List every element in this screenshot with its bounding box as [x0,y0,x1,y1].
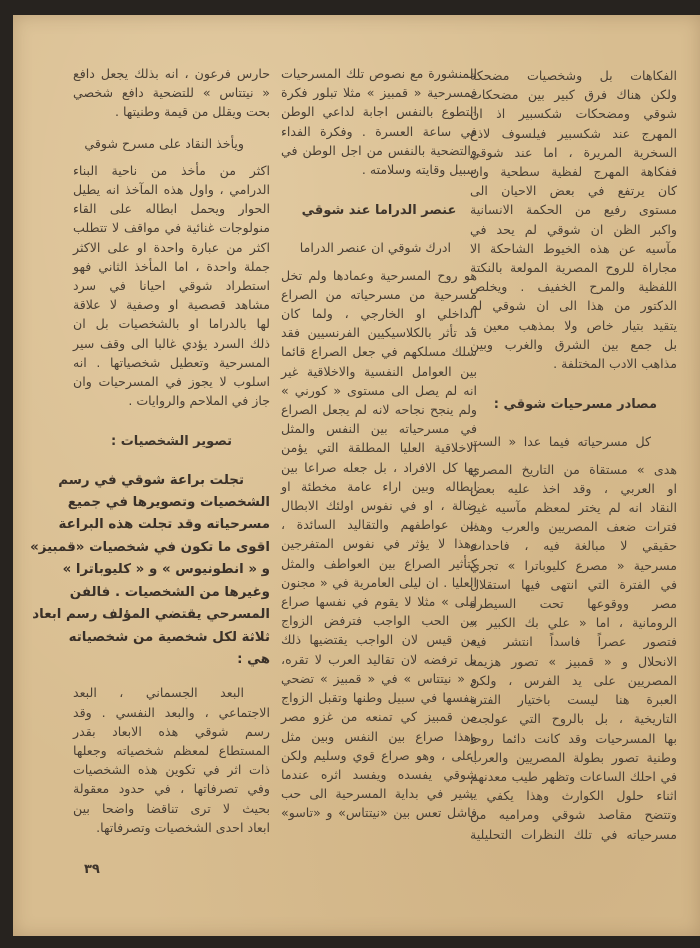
text-line: مسرحية « مصرع كليوباترا » تجري [470,557,677,573]
text-line: الاخلاقية العليا المطلقة التي يؤمن [281,440,477,456]
column-right [470,66,677,844]
page-number: ٣٩ [84,862,100,877]
text-line: بها المسرحيات وقد كانت دائما روحا [470,730,677,746]
text-line: بل جمع بين الشرق والغرب وبين [470,336,677,352]
text-line: هدى » مستقاة من التاريخ المصري [470,461,677,477]
text-line: كل مسرحياته فيما عدا « الست [470,434,651,450]
text-line: من قمبيز كي تمنعه من غزو مصر [281,709,477,725]
text-line: وهذا لا يؤثر في نفوس المتفرجين [281,536,477,552]
text-line: النقاد انه لم يختر لمعظم مآسيه غير [470,500,677,516]
text-line: اكثر من عبارة واحدة او على الاكثر [73,239,270,255]
text-line: الانحلال و « قمبيز » تصور هزيمة [470,653,677,669]
text-line: العبرة هنا ليست باختيار الفترة [470,692,677,708]
text-line: بين عواطفهم والتقاليد السائدة ، [281,517,477,533]
text-line: بين العوامل النفسية والاخلاقية غير [281,363,477,379]
text-line: اقوى ما تكون في شخصيات «قمبيز» [30,539,270,555]
text-line: بحت ويقلل من قيمة وطنيتها . [114,104,270,120]
text-line: شوقي يفسده ويفسد اثره عندما [281,766,477,782]
text-line: اثناء حلول الكوارث وهذا يكفي . [470,788,677,804]
text-line: وتتضح مقاصد شوقي ومراميه من [470,807,677,823]
paragraph-pharaoh [73,64,270,122]
text-line: ضالة ، او في نفوس اولئك الابطال [281,498,477,514]
text-line: في احلك الساعات وتظهر طيب معدنهم [470,768,677,784]
paragraph-comedy [470,66,677,373]
text-line: في مسرحياته بين النفس والمثل [281,421,477,437]
paragraph-sources [470,432,677,843]
text-line: وفي تصرفاتها ، في حدود معقولة [73,781,270,797]
text-line: الدكتور من هذا الى ان شوقي لم [470,298,677,314]
text-line: بل ترفضه لان تقاليد العرب لا تقره، [281,651,477,667]
text-line: التاريخية ، بل بالروح التي عولجت [470,711,677,727]
text-line: فاشل تعس بين «نيتتاس» و «تاسو» [281,805,477,821]
text-line: ففكاهة المهرج لفظية سطحية وان [470,164,677,180]
text-line: حقيقي لا مبالغة فيه ، فاحداث [470,538,677,554]
text-line: المسرحي يقتضي المؤلف رسم ابعاد [32,607,270,623]
text-line: ولكن هناك فرق كبير بين مضحكات [470,87,677,103]
text-line: مآسيه عن هذه الخيوط الشاحكة الا [470,240,677,256]
text-line: فتصور عصراً فاسداً انتشر فيه [470,634,677,650]
text-line: جاز في الملاحم والروايات . [128,393,270,409]
text-line: « نيتتاس » للتضحية دافع شخصي [73,85,270,101]
text-line: والتضحية بالنفس من اجل الوطن في [281,142,477,158]
text-line: استطراد شوقي احيانا في سرد [73,278,270,294]
text-line: انه لم يصل الى مستوى « كورني » [281,382,477,398]
text-line: او العربي ، وقد اخذ عليه بعض [470,480,677,496]
column-middle [281,64,477,823]
text-line: بحيث لا ترى تناقضا واضحا بين [73,800,270,816]
text-line: فمسرحية « قمبيز » مثلا تبلور فكرة [281,85,477,101]
text-line: قد تأثر بالكلاسيكيين الفرنسيين فقد [281,325,477,341]
text-line: في ساعة العسرة . وفكرة الفداء [281,123,477,139]
text-line: التطوع بالنفس اجابة لداعي الوطن [281,104,477,120]
text-line: العليا . ان ليلى العامرية في « مجنون [281,574,477,590]
text-line: لها بالدراما او بالشخصيات بل ان [73,316,270,332]
text-line: مذاهب الادب المختلفة . [553,356,677,372]
text-line: بنفسها في سبيل وطنها وتقبل الزواج [281,690,477,706]
text-line: الشخصيات وتصويرها في جميع [67,495,270,511]
text-line: ادرك شوقي ان عنصر الدراما [299,240,451,256]
text-line: بين الحب الواجب فترفض الزواج [281,613,477,629]
text-line: ذات اثر في تكوين هذه الشخصيات [73,762,270,778]
paragraph-characters-bold [30,470,270,672]
text-line: و « نيتتاس » في « قمبيز » تضحي [281,670,477,686]
paragraph-qambiz [281,64,477,179]
text-line: المستطاع لمعظم شخصياته وجعلها [73,742,270,758]
text-line: اعلى ، وهو صراع قوي وسليم ولكن [281,747,477,763]
text-line: الفكاهات بل وشخصيات مضحكة [470,68,677,83]
text-line: مسرحياته في تلك النظرات التحليلية [470,826,677,842]
text-line: ويأخذ النقاد على مسرح شوقي [84,135,244,151]
text-line: كتأثير الصراع بين العواطف والمثل [281,555,477,571]
section-heading-characters: تصوير الشخصيات : [110,434,233,450]
text-line: شوقي ومضحكات شكسبير اذ ان [470,106,677,122]
text-line: ذلك السرد يؤدي غالبا الى وقف سير [73,335,270,351]
text-line: اللفظية والمرح الخفيف . ويخلص [470,279,677,295]
text-line: مسرحية من مسرحياته من الصراع [281,286,477,302]
text-line: في الفترة التي انتهى فيها استقلال [470,576,677,592]
text-line: سبيل وقايته وسلامته . [361,162,477,178]
text-line: ابعاد احدى الشخصيات وتصرفاتها. [96,819,270,835]
paragraph-dimensions [73,683,270,837]
text-line: ولم ينجح نجاحه لانه لم يجعل الصراع [281,402,477,418]
text-line: جملة واحدة ، اما المأخذ الثاني فهو [73,258,270,274]
text-line: مستوى رفيع من الحكمة الانسانية [470,202,677,218]
column-left [30,64,270,837]
text-line: المهرج عند شكسبير فيلسوف لاذع [470,125,677,141]
text-line: وغيرها من الشخصيات . فالفن [69,584,270,600]
text-line: الاجتماعي ، والبعد النفسي . وقد [73,704,270,720]
text-line: المنشورة مع نصوص تلك المسرحيات [281,66,477,81]
text-line: هي : [237,651,270,667]
text-line: كان يرتفع في بعض الاحيان الى [470,183,677,199]
paragraph-drama [281,238,477,822]
text-line: رسم شوقي هذه الابعاد بقدر [73,723,270,739]
text-line: بها كل الافراد ، بل جعله صراعا بين [281,459,477,475]
text-line: السخرية المريرة ، اما عند شوقي [470,144,677,160]
text-line: يتقيد بتيار خاص ولا بمذهب معين ، [470,317,677,333]
text-line: الحوار ويحمل ابطاله على القاء [73,201,270,217]
text-line: يشير في بداية المسرحية الى حب [281,786,477,802]
section-heading-sources: مصادر مسرحيات شوقي : [493,397,657,413]
text-line: و « انطونيوس » و « كليوباترا » [62,562,270,578]
text-line: سلك مسلكهم في جعل الصراع قائما [281,344,477,360]
text-line: مشاهد قصصية او وصفية لا علاقة [73,297,270,313]
text-line: من قيس لان الواجب يقتضيها ذلك [281,632,477,648]
text-line: مصر ووقوعها تحت السيطرة [470,596,677,612]
text-line: وهذا صراع بين النفس وبين مثل [281,728,477,744]
text-line: الرومانية ، اما « علي بك الكبير » [470,615,677,631]
text-line: وطنية تصور بطولة المصريين والعرب [470,749,677,765]
text-line: واكبر الظن ان شوقي لم يحد في [470,221,677,237]
text-line: فترات ضعف المصريين والعرب وهذا [470,519,677,535]
text-line: هو روح المسرحية وعمادها ولم تخل [281,267,477,283]
text-line: مجاراة للروح المصرية المولعة بالنكتة [470,260,677,276]
text-line: الدرامي ، واول هذه المآخذ انه يطيل [73,182,270,198]
text-line: ثلاثة لكل شخصية من شخصياته [68,629,270,645]
text-line: الداخلي او الخارجي ، ولما كان [281,306,477,322]
text-line: اسلوب لا يجوز في المسرحيات وان [73,374,270,390]
paragraph-criticism [73,134,270,411]
text-line: حارس فرعون ، انه بذلك يجعل دافع [73,66,270,81]
text-line: مسرحياته وقد تجلت هذه البراعة [58,517,270,533]
text-line: البعد الجسماني ، البعد [73,685,244,701]
text-line: المسرحية وتعطيل شخصياتها . انه [73,354,270,370]
text-line: منولوجات غنائية في مواقف لا تتطلب [73,220,270,236]
text-line: ليلى » مثلا لا يقوم في نفسها صراع [281,594,477,610]
text-line: اكثر من مأخذ من ناحية البناء [73,162,270,178]
text-line: المصريين على يد الفرس ، ولكن [470,672,677,688]
section-heading-drama: عنصر الدراما عند شوقي [301,203,457,219]
text-line: تجلت براعة شوقي في رسم [58,472,244,488]
text-line: ابطاله وبين اراء عامة مخطئة او [281,478,477,494]
